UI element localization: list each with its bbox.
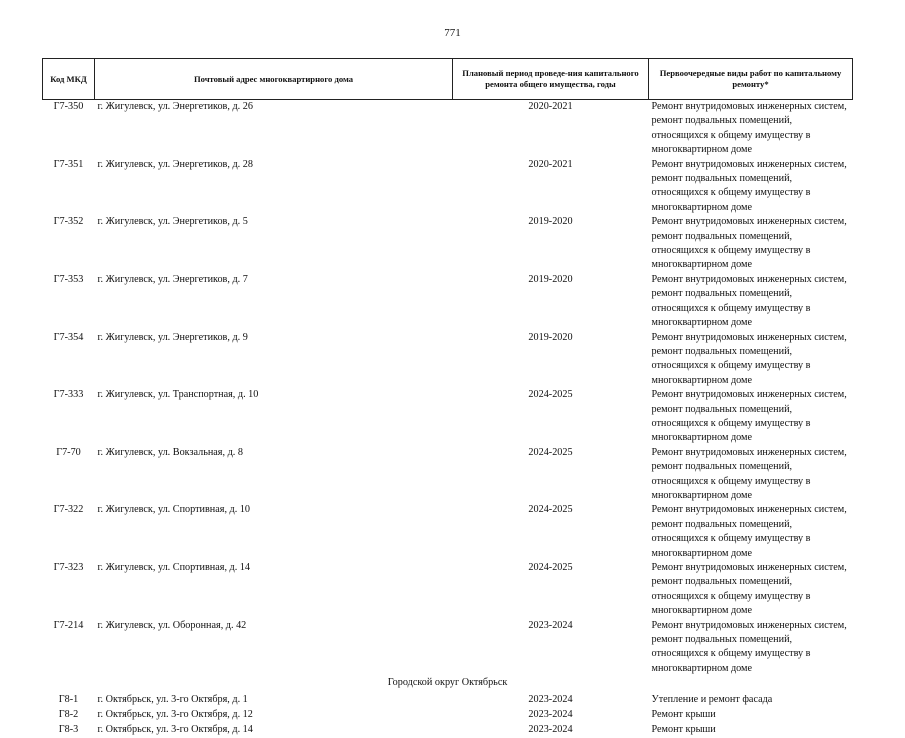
cell-address: г. Жигулевск, ул. Транспортная, д. 10 (95, 388, 453, 446)
cell-period: 2019-2020 (453, 215, 649, 273)
cell-address: г. Жигулевск, ул. Энергетиков, д. 7 (95, 273, 453, 331)
header-address: Почтовый адрес многоквартирного дома (95, 59, 453, 100)
cell-code: Г7-322 (43, 503, 95, 561)
cell-period: 2024-2025 (453, 503, 649, 561)
cell-period: 2020-2021 (453, 158, 649, 216)
table-body (43, 100, 853, 738)
table-header (43, 59, 853, 100)
cell-address: г. Октябрьск, ул. 3-го Октября, д. 14 (95, 723, 453, 738)
cell-code: Г7-70 (43, 446, 95, 504)
cell-address: г. Жигулевск, ул. Энергетиков, д. 9 (95, 331, 453, 389)
table-row (43, 100, 853, 158)
cell-code: Г7-333 (43, 388, 95, 446)
cell-works: Ремонт внутридомовых инженерных систем, ремонт подвальных помещений, относящихся к общему имуществу в многоквартирном доме (649, 388, 853, 446)
table-row (43, 331, 853, 389)
cell-code: Г7-353 (43, 273, 95, 331)
capital-repair-table (42, 58, 853, 738)
table-row (43, 446, 853, 504)
cell-address: г. Жигулевск, ул. Энергетиков, д. 26 (95, 100, 453, 158)
cell-works: Ремонт внутридомовых инженерных систем, ремонт подвальных помещений, относящихся к общему имуществу в многоквартирном доме (649, 215, 853, 273)
cell-works: Утепление и ремонт фасада (649, 693, 853, 708)
table-row (43, 561, 853, 619)
cell-works: Ремонт внутридомовых инженерных систем, ремонт подвальных помещений, относящихся к общему имуществу в многоквартирном доме (649, 446, 853, 504)
cell-period: 2024-2025 (453, 561, 649, 619)
cell-address: г. Октябрьск, ул. 3-го Октября, д. 1 (95, 693, 453, 708)
cell-period: 2023-2024 (453, 693, 649, 708)
table-row (43, 215, 853, 273)
cell-address: г. Жигулевск, ул. Энергетиков, д. 5 (95, 215, 453, 273)
cell-address: г. Жигулевск, ул. Энергетиков, д. 28 (95, 158, 453, 216)
page-number: 771 (0, 27, 905, 39)
cell-address: г. Жигулевск, ул. Вокзальная, д. 8 (95, 446, 453, 504)
cell-works: Ремонт внутридомовых инженерных систем, ремонт подвальных помещений, относящихся к общему имуществу в многоквартирном доме (649, 100, 853, 158)
cell-works: Ремонт внутридомовых инженерных систем, ремонт подвальных помещений, относящихся к общему имуществу в многоквартирном доме (649, 561, 853, 619)
table-row (43, 503, 853, 561)
cell-code: Г7-323 (43, 561, 95, 619)
cell-code: Г7-214 (43, 619, 95, 677)
cell-code: Г8-1 (43, 693, 95, 708)
cell-works: Ремонт крыши (649, 708, 853, 723)
cell-works: Ремонт внутридомовых инженерных систем, ремонт подвальных помещений, относящихся к общему имуществу в многоквартирном доме (649, 503, 853, 561)
cell-works: Ремонт внутридомовых инженерных систем, ремонт подвальных помещений, относящихся к общему имуществу в многоквартирном доме (649, 273, 853, 331)
table-row (43, 708, 853, 723)
cell-code: Г7-350 (43, 100, 95, 158)
cell-code: Г7-352 (43, 215, 95, 273)
header-code: Код МКД (43, 59, 95, 100)
table-row (43, 723, 853, 738)
cell-works: Ремонт внутридомовых инженерных систем, ремонт подвальных помещений, относящихся к общему имуществу в многоквартирном доме (649, 619, 853, 677)
cell-address: г. Жигулевск, ул. Спортивная, д. 14 (95, 561, 453, 619)
cell-works: Ремонт внутридомовых инженерных систем, ремонт подвальных помещений, относящихся к общему имуществу в многоквартирном доме (649, 331, 853, 389)
cell-code: Г7-354 (43, 331, 95, 389)
cell-code: Г7-351 (43, 158, 95, 216)
cell-period: 2024-2025 (453, 388, 649, 446)
section-row (43, 676, 853, 693)
table-row (43, 388, 853, 446)
table-row (43, 619, 853, 677)
cell-period: 2023-2024 (453, 619, 649, 677)
cell-works: Ремонт крыши (649, 723, 853, 738)
cell-period: 2023-2024 (453, 723, 649, 738)
cell-period: 2019-2020 (453, 331, 649, 389)
table-row (43, 273, 853, 331)
cell-code: Г8-3 (43, 723, 95, 738)
header-works: Первоочередные виды работ по капитальному ремонту* (649, 59, 853, 100)
section-title: Городской округ Октябрьск (43, 676, 853, 693)
header-period: Плановый период проведе-ния капитального ремонта общего имущества, годы (453, 59, 649, 100)
cell-period: 2020-2021 (453, 100, 649, 158)
table-row (43, 693, 853, 708)
cell-period: 2019-2020 (453, 273, 649, 331)
cell-address: г. Жигулевск, ул. Оборонная, д. 42 (95, 619, 453, 677)
cell-address: г. Жигулевск, ул. Спортивная, д. 10 (95, 503, 453, 561)
table-row (43, 158, 853, 216)
cell-code: Г8-2 (43, 708, 95, 723)
cell-works: Ремонт внутридомовых инженерных систем, ремонт подвальных помещений, относящихся к общему имуществу в многоквартирном доме (649, 158, 853, 216)
cell-period: 2024-2025 (453, 446, 649, 504)
cell-period: 2023-2024 (453, 708, 649, 723)
cell-address: г. Октябрьск, ул. 3-го Октября, д. 12 (95, 708, 453, 723)
